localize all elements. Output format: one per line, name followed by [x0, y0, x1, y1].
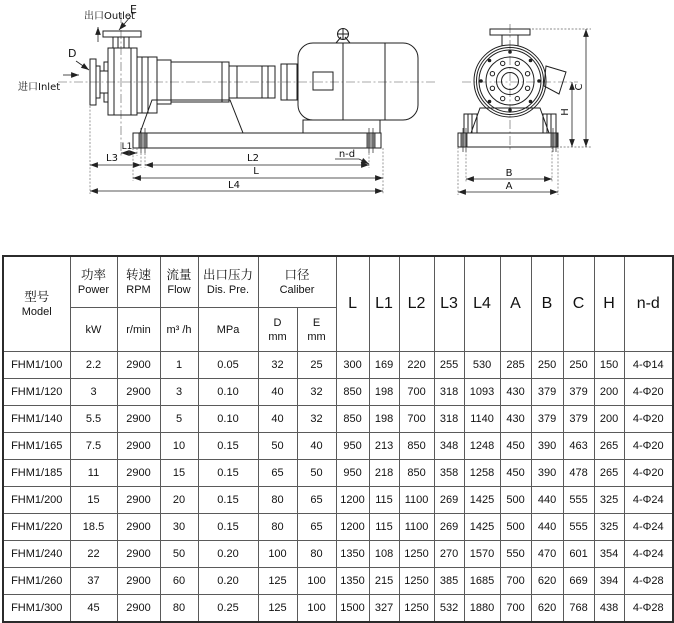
table-cell: 0.10 [198, 406, 258, 433]
table-cell: 125 [258, 568, 297, 595]
table-cell: 5.5 [70, 406, 117, 433]
col-header-H: H [594, 256, 624, 352]
table-row [3, 595, 673, 623]
table-cell: 700 [500, 595, 531, 623]
table-cell: 65 [297, 487, 336, 514]
table-cell: 4-Φ24 [624, 514, 673, 541]
model-cell: FHM1/165 [3, 433, 70, 460]
table-cell: 325 [594, 487, 624, 514]
table-cell: 5 [160, 406, 198, 433]
col-header-C: C [563, 256, 594, 352]
table-cell: 669 [563, 568, 594, 595]
dim-nd-label: n-d [338, 149, 356, 160]
dim-c-label: C [574, 83, 585, 91]
table-cell: 450 [500, 460, 531, 487]
table-cell: 11 [70, 460, 117, 487]
table-cell: 0.25 [198, 595, 258, 623]
table-cell: 65 [258, 460, 297, 487]
table-cell: 2.2 [70, 352, 117, 379]
table-cell: 318 [434, 379, 464, 406]
table-cell: 7.5 [70, 433, 117, 460]
table-cell: 115 [369, 487, 399, 514]
table-cell: 20 [160, 487, 198, 514]
dim-l4-label: L4 [228, 180, 240, 191]
table-cell: 348 [434, 433, 464, 460]
table-cell: 850 [336, 379, 369, 406]
eye-bolt-icon [336, 28, 350, 43]
model-cell: FHM1/300 [3, 595, 70, 623]
table-row [3, 352, 673, 379]
col-header-flow: 流量 Flow [160, 256, 198, 308]
col-header-caliber: 口径 Caliber [258, 256, 336, 308]
table-cell: 385 [434, 568, 464, 595]
table-cell: 1570 [464, 541, 500, 568]
table-cell: 100 [258, 541, 297, 568]
model-cell: FHM1/100 [3, 352, 70, 379]
table-cell: 200 [594, 406, 624, 433]
model-cell: FHM1/140 [3, 406, 70, 433]
table-cell: 700 [500, 568, 531, 595]
table-cell: 450 [500, 433, 531, 460]
table-row [3, 379, 673, 406]
table-cell: 10 [160, 433, 198, 460]
table-cell: 2900 [117, 487, 160, 514]
table-cell: 768 [563, 595, 594, 623]
table-cell: 2900 [117, 568, 160, 595]
table-cell: 358 [434, 460, 464, 487]
model-cell: FHM1/240 [3, 541, 70, 568]
table-cell: 30 [160, 514, 198, 541]
pump-front-view [458, 24, 591, 195]
table-cell: 4-Φ20 [624, 406, 673, 433]
table-cell: 1140 [464, 406, 500, 433]
table-cell: 601 [563, 541, 594, 568]
table-cell: 390 [531, 460, 563, 487]
table-cell: 430 [500, 379, 531, 406]
table-cell: 250 [531, 352, 563, 379]
table-cell: 0.05 [198, 352, 258, 379]
table-cell: 2900 [117, 541, 160, 568]
table-cell: 1100 [399, 487, 434, 514]
col-header-A: A [500, 256, 531, 352]
table-cell: 2900 [117, 460, 160, 487]
table-cell: 255 [434, 352, 464, 379]
col-header-power: 功率 Power [70, 256, 117, 308]
table-cell: 1685 [464, 568, 500, 595]
col-header-speed: 转速 RPM [117, 256, 160, 308]
model-cell: FHM1/185 [3, 460, 70, 487]
table-cell: 4-Φ24 [624, 541, 673, 568]
table-cell: 478 [563, 460, 594, 487]
outlet-label: 出口Outlet [84, 11, 135, 22]
table-cell: 440 [531, 514, 563, 541]
table-cell: 32 [297, 379, 336, 406]
table-cell: 213 [369, 433, 399, 460]
table-cell: 1350 [336, 541, 369, 568]
table-cell: 1500 [336, 595, 369, 623]
table-cell: 25 [297, 352, 336, 379]
table-cell: 15 [160, 460, 198, 487]
table-cell: 40 [258, 406, 297, 433]
table-cell: 0.20 [198, 568, 258, 595]
table-cell: 440 [531, 487, 563, 514]
table-cell: 15 [70, 487, 117, 514]
table-row [3, 460, 673, 487]
table-cell: 265 [594, 433, 624, 460]
pump-side-view [18, 3, 436, 194]
spec-table-header [3, 256, 673, 352]
table-cell: 80 [297, 541, 336, 568]
table-cell: 1250 [399, 541, 434, 568]
table-cell: 100 [297, 595, 336, 623]
table-cell: 1093 [464, 379, 500, 406]
table-cell: 0.20 [198, 541, 258, 568]
table-cell: 438 [594, 595, 624, 623]
pump-dimension-drawing [0, 0, 674, 205]
table-cell: 850 [399, 433, 434, 460]
table-cell: 950 [336, 460, 369, 487]
table-cell: 470 [531, 541, 563, 568]
table-cell: 325 [594, 514, 624, 541]
table-cell: 1880 [464, 595, 500, 623]
discharge-cone [544, 66, 566, 94]
dim-b-label: B [505, 168, 513, 179]
table-cell: 198 [369, 379, 399, 406]
table-cell: 50 [160, 541, 198, 568]
table-cell: 45 [70, 595, 117, 623]
table-cell: 269 [434, 487, 464, 514]
table-cell: 218 [369, 460, 399, 487]
table-cell: 700 [399, 406, 434, 433]
table-cell: 1350 [336, 568, 369, 595]
pump-casing [104, 48, 157, 115]
table-cell: 950 [336, 433, 369, 460]
dim-l2-label: L2 [247, 153, 259, 164]
table-cell: 50 [258, 433, 297, 460]
support-pedestal [140, 100, 243, 133]
table-cell: 108 [369, 541, 399, 568]
col-header-L4: L4 [464, 256, 500, 352]
col-header-L3: L3 [434, 256, 464, 352]
table-cell: 2900 [117, 352, 160, 379]
table-cell: 265 [594, 460, 624, 487]
table-cell: 100 [297, 568, 336, 595]
table-cell: 555 [563, 514, 594, 541]
table-cell: 198 [369, 406, 399, 433]
table-cell: 390 [531, 433, 563, 460]
table-cell: 1 [160, 352, 198, 379]
table-cell: 850 [336, 406, 369, 433]
col-header-L2: L2 [399, 256, 434, 352]
col-header-model: 型号 Model [3, 256, 70, 352]
dim-l3-label: L3 [106, 153, 118, 164]
model-cell: FHM1/260 [3, 568, 70, 595]
spec-table [2, 255, 674, 623]
col-header-L: L [336, 256, 369, 352]
table-cell: 379 [563, 379, 594, 406]
model-cell: FHM1/120 [3, 379, 70, 406]
table-cell: 0.15 [198, 460, 258, 487]
table-cell: 430 [500, 406, 531, 433]
side-view-annotations [18, 3, 383, 194]
table-cell: 80 [258, 514, 297, 541]
outlet-flange [103, 31, 141, 48]
table-cell: 4-Φ28 [624, 568, 673, 595]
inlet-label: 进口Inlet [18, 82, 61, 93]
motor [298, 28, 418, 133]
table-cell: 22 [70, 541, 117, 568]
table-row [3, 406, 673, 433]
table-cell: 80 [258, 487, 297, 514]
table-cell: 3 [160, 379, 198, 406]
table-cell: 2900 [117, 379, 160, 406]
model-cell: FHM1/220 [3, 514, 70, 541]
table-cell: 40 [258, 379, 297, 406]
table-cell: 32 [258, 352, 297, 379]
dim-h-label: H [560, 108, 571, 116]
table-cell: 0.15 [198, 433, 258, 460]
unit-pressure: MPa [198, 308, 258, 352]
table-cell: 270 [434, 541, 464, 568]
table-cell: 620 [531, 595, 563, 623]
table-cell: 169 [369, 352, 399, 379]
table-cell: 1425 [464, 487, 500, 514]
table-cell: 1425 [464, 514, 500, 541]
table-cell: 4-Φ28 [624, 595, 673, 623]
table-cell: 1248 [464, 433, 500, 460]
table-cell: 1200 [336, 487, 369, 514]
table-cell: 327 [369, 595, 399, 623]
table-cell: 1250 [399, 595, 434, 623]
table-cell: 80 [160, 595, 198, 623]
spec-table-body [3, 352, 673, 623]
unit-power: kW [70, 308, 117, 352]
table-cell: 1200 [336, 514, 369, 541]
table-cell: 0.15 [198, 514, 258, 541]
table-row [3, 514, 673, 541]
dim-l-label: L [253, 166, 259, 177]
table-cell: 1250 [399, 568, 434, 595]
table-row [3, 568, 673, 595]
table-cell: 379 [563, 406, 594, 433]
table-cell: 40 [297, 433, 336, 460]
table-cell: 555 [563, 487, 594, 514]
unit-d: D mm [258, 308, 297, 352]
unit-flow: m³ /h [160, 308, 198, 352]
table-cell: 318 [434, 406, 464, 433]
table-row [3, 541, 673, 568]
table-cell: 379 [531, 406, 563, 433]
table-cell: 37 [70, 568, 117, 595]
table-cell: 550 [500, 541, 531, 568]
table-cell: 530 [464, 352, 500, 379]
dim-l1-label: L1 [121, 142, 133, 152]
table-cell: 4-Φ20 [624, 460, 673, 487]
table-cell: 620 [531, 568, 563, 595]
table-cell: 250 [563, 352, 594, 379]
table-cell: 285 [500, 352, 531, 379]
table-cell: 32 [297, 406, 336, 433]
table-cell: 0.10 [198, 379, 258, 406]
table-cell: 200 [594, 379, 624, 406]
table-cell: 125 [258, 595, 297, 623]
table-cell: 50 [297, 460, 336, 487]
outlet-dim-e-label: E [130, 3, 137, 16]
model-cell: FHM1/200 [3, 487, 70, 514]
table-cell: 463 [563, 433, 594, 460]
table-cell: 269 [434, 514, 464, 541]
table-cell: 354 [594, 541, 624, 568]
table-row [3, 433, 673, 460]
table-cell: 4-Φ14 [624, 352, 673, 379]
table-cell: 850 [399, 460, 434, 487]
table-cell: 2900 [117, 595, 160, 623]
dim-a-label: A [505, 181, 513, 192]
unit-speed: r/min [117, 308, 160, 352]
table-cell: 500 [500, 514, 531, 541]
table-cell: 4-Φ20 [624, 433, 673, 460]
table-cell: 220 [399, 352, 434, 379]
col-header-pressure: 出口压力 Dis. Pre. [198, 256, 258, 308]
table-cell: 18.5 [70, 514, 117, 541]
table-cell: 2900 [117, 433, 160, 460]
table-cell: 0.15 [198, 487, 258, 514]
col-header-L1: L1 [369, 256, 399, 352]
volute-casing [474, 45, 566, 117]
table-cell: 2900 [117, 514, 160, 541]
table-cell: 2900 [117, 406, 160, 433]
table-cell: 532 [434, 595, 464, 623]
col-header-nd: n-d [624, 256, 673, 352]
table-cell: 4-Φ20 [624, 379, 673, 406]
table-cell: 700 [399, 379, 434, 406]
table-cell: 1258 [464, 460, 500, 487]
table-cell: 3 [70, 379, 117, 406]
table-cell: 115 [369, 514, 399, 541]
unit-e: E mm [297, 308, 336, 352]
table-cell: 379 [531, 379, 563, 406]
table-row [3, 487, 673, 514]
table-cell: 1100 [399, 514, 434, 541]
col-header-B: B [531, 256, 563, 352]
table-cell: 500 [500, 487, 531, 514]
table-cell: 4-Φ24 [624, 487, 673, 514]
table-cell: 300 [336, 352, 369, 379]
table-cell: 394 [594, 568, 624, 595]
table-cell: 150 [594, 352, 624, 379]
inlet-dim-d-label: D [68, 47, 77, 60]
table-cell: 215 [369, 568, 399, 595]
table-cell: 65 [297, 514, 336, 541]
table-cell: 60 [160, 568, 198, 595]
